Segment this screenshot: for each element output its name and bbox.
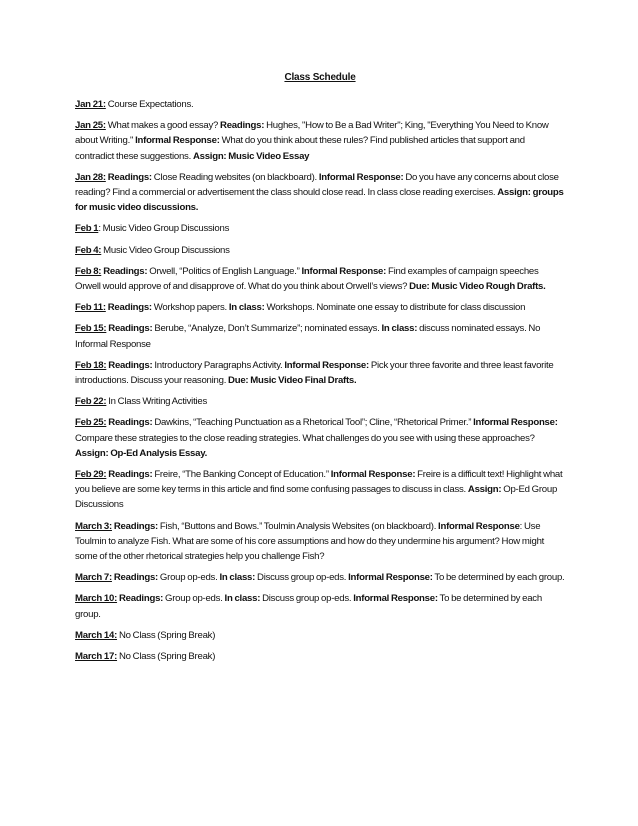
entry-text: Close Reading websites (on blackboard). [151,171,319,183]
schedule-entry [75,97,565,112]
entry-label: Readings: [103,265,148,277]
entry-label: Informal Response: [473,417,558,429]
entry-date: Feb 8: [75,265,102,277]
entry-label: Informal Response: [348,572,433,584]
entry-label: Readings: [108,417,153,429]
entry-text: Dawkins, “Teaching Punctuation as a Rhetorical Tool”; Cline, “Rhetorical Primer.” [152,417,474,429]
entry-text: : Music Video Group Discussions [98,223,230,235]
schedule-entry [75,118,565,164]
entry-label: Informal Response: [318,171,404,183]
entry-label: Readings: [108,359,153,371]
entry-text: Find examples of campaign speeches Orwell would approve of and disapprove of. What do you think about Orwell’s views? [75,265,539,293]
entry-text: Compare these strategies to the close reading strategies. What challenges do you see with using these approaches? [75,432,535,444]
entry-text: In Class Writing Activities [106,396,207,408]
schedule-entry [75,649,565,664]
entry-date: March 7: [75,572,112,584]
entry-label: Informal Response [438,520,520,532]
page-title: Class Schedule [284,72,356,83]
entry-text: Freire is a difficult text! Highlight what you believe are some key terms in this article and find some confusing passages to discuss in class. [75,469,563,496]
entry-text: Group op-eds. [158,572,220,584]
entry-label: Readings: [118,593,164,605]
schedule-entry [75,300,565,315]
entry-label: Informal Response: [301,265,387,277]
entry-label: Readings: [107,302,152,314]
entry-label: Readings: [108,323,153,335]
entry-text: Pick your three favorite and three least favorite introductions. Discuss your reasoning. [75,359,554,387]
schedule-entry [75,243,565,258]
entry-label: Readings: [108,469,153,481]
schedule-entry [75,519,565,565]
entry-text: Fish, “Buttons and Bows.” Toulmin Analysis Websites (on blackboard). [158,520,439,532]
entry-date: Feb 11: [75,302,106,314]
entry-date: March 14: [75,629,118,641]
entry-date: Feb 15: [75,323,107,335]
entry-label: Informal Response: [135,135,220,147]
schedule-entry [75,415,565,461]
entry-text: No Class (Spring Break) [117,651,216,663]
schedule-entry [75,591,565,621]
schedule-entry [75,628,565,643]
entry-text: Freire, “The Banking Concept of Education.” [152,469,331,481]
entry-text: discuss nominated essays. No Informal Response [75,323,541,350]
entry-text: To be determined by each group. [432,572,565,584]
schedule-entry [75,467,565,513]
entry-date: Jan 21: [75,99,106,110]
entry-text: To be determined by each group. [75,593,542,620]
schedule-entry [75,170,565,216]
schedule-entry [75,221,565,236]
schedule-entry [75,570,565,585]
entry-label: Readings: [113,520,159,532]
entry-date: March 10: [75,593,118,605]
entry-text: What do you think about these rules? Find published articles that support and contradict these suggestions. [75,135,525,162]
entry-label: Informal Response: [284,359,369,371]
entry-date: March 3: [75,520,112,532]
schedule-entry [75,358,565,388]
entry-text: Introductory Paragraphs Activity. [152,359,285,371]
entry-text: Hughes, "How to Be a Bad Writer"; King, "Everything You Need to Know about Writing." [75,120,549,147]
entry-label: In class: [219,572,256,584]
entry-text: Workshop papers. [151,302,229,314]
entry-text: Discuss group op-eds. [260,593,354,605]
entry-text: Berube, “Analyze, Don’t Summarize”; nominated essays. [152,323,382,335]
entry-text: : Use Toulmin to analyze Fish. What are some of his core assumptions and how do they undermine his argument? How might some of the other rhetorical strategies help you challenge Fish? [75,520,545,563]
schedule-list [75,97,565,664]
entry-date: Feb 1 [75,223,99,235]
entry-label: Readings: [107,171,152,183]
entry-label: Informal Response: [330,469,416,481]
entry-text: No Class (Spring Break) [117,629,216,641]
entry-label: Assign: Music Video Essay [192,150,310,162]
entry-date: Feb 4: [75,244,102,256]
entry-date: March 17: [75,651,118,663]
entry-text: Group op-eds. [163,593,225,605]
entry-date: Feb 18: [75,359,107,371]
entry-text: What makes a good essay? [105,120,221,132]
schedule-entry [75,264,565,294]
entry-label: Due: Music Video Rough Drafts. [409,281,546,293]
entry-text: Music Video Group Discussions [101,244,230,256]
entry-label: In class: [381,323,418,335]
entry-date: Feb 29: [75,469,107,481]
schedule-document [75,72,565,670]
entry-label: Assign: [467,484,502,496]
entry-text: Op-Ed Group Discussions [75,484,558,511]
entry-label: Readings: [113,572,159,584]
entry-label: In class: [228,302,265,314]
entry-label: Assign: groups for music video discussions. [75,187,564,214]
entry-date: Jan 25: [75,120,106,132]
entry-label: Informal Response: [353,593,438,605]
entry-text: Discuss group op-eds. [255,572,349,584]
schedule-entry [75,321,565,351]
entry-date: Feb 25: [75,417,107,429]
entry-label: Assign: Op-Ed Analysis Essay. [75,447,208,459]
entry-date: Jan 28: [75,171,106,183]
entry-label: Readings: [220,120,265,132]
entry-text: Do you have any concerns about close reading? Find a commercial or advertisement the class should close read. In class close reading exercises. [75,171,559,199]
entry-label: In class: [224,593,261,605]
schedule-entry [75,394,565,409]
entry-text: Course Expectations. [105,99,194,110]
entry-label: Due: Music Video Final Drafts. [228,375,357,387]
entry-date: Feb 22: [75,396,107,408]
entry-text: Orwell, “Politics of English Language.” [147,265,302,277]
entry-text: Workshops. Nominate one essay to distribute for class discussion [264,302,526,314]
